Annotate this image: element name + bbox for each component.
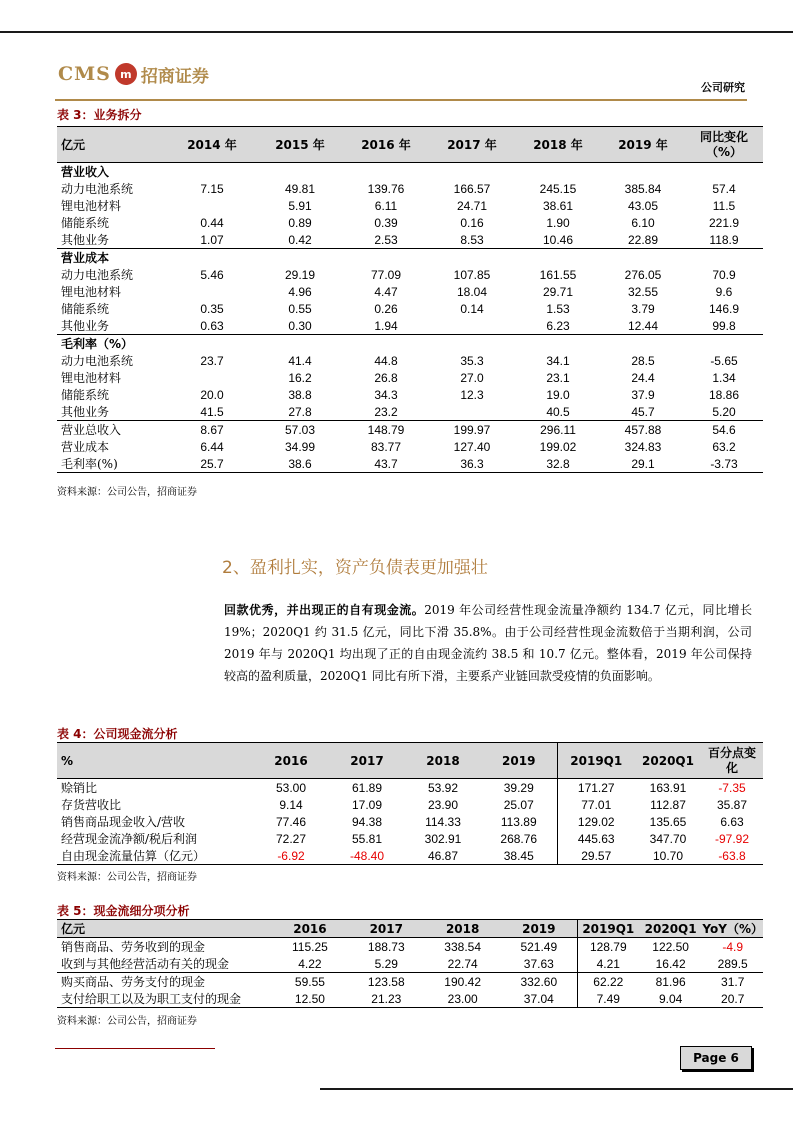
cell: 129.02 [557,813,635,830]
cell: 40.5 [546,404,570,419]
empty-cell [429,249,515,267]
cell: 161.55 [539,267,577,282]
table5-header-2020q1: 2020Q1 [639,920,703,938]
table3-header-2015: 2015 年 [257,127,343,163]
cell: 6.23 [546,318,570,333]
cell: 77.09 [370,267,402,282]
row-label: 经营现金流净额/税后利润 [61,832,198,846]
section-paragraph [224,599,752,687]
cell: 146.9 [708,301,740,316]
empty-cell [343,335,429,353]
table3-total-row [57,421,763,439]
cell: 0.44 [200,215,224,230]
cell: 115.25 [292,939,328,954]
table5-header-row [57,920,763,938]
cell: 34.99 [284,439,316,454]
table4-source: 资料来源：公司公告，招商证券 [57,872,197,883]
table3-header-2014: 2014 年 [167,127,257,163]
cell: 0.26 [374,301,398,316]
cell: 12.44 [627,318,659,333]
cell: 135.65 [649,814,687,829]
cell: 445.63 [557,830,635,847]
cell: 338.54 [444,939,481,954]
cell: 29.71 [542,284,574,299]
table4-row [57,847,763,865]
row-label: 营业收入 [61,165,110,179]
table3-row [57,214,763,231]
cell: 18.04 [456,284,488,299]
table4-header-2016: 2016 [253,743,329,779]
cell: 107.85 [453,267,491,282]
cell: 8.67 [200,422,224,437]
cell: 5.29 [374,956,398,971]
cell: 6.10 [631,215,655,230]
cell: 1.94 [374,318,398,333]
logo-chinese-text: 招商证券 [140,66,209,87]
cell: 24.71 [456,198,488,213]
cell: 4.47 [374,284,398,299]
cell: 6.44 [200,439,224,454]
cell [429,403,515,421]
cell: 8.53 [460,232,484,247]
row-label: 销售商品、劳务收到的现金 [61,940,206,954]
cell: 112.87 [650,797,686,812]
cell: 27.0 [460,370,484,385]
cell: 0.39 [374,215,398,230]
table3-header-yoy-line2: （%） [705,144,743,159]
cell: 296.11 [540,422,576,437]
cell: 7.49 [577,990,639,1008]
cell: 32.8 [546,456,570,471]
cell: 38.45 [503,848,534,863]
table5-header-2018: 2018 [424,920,500,938]
row-label: 锂电池材料 [61,371,122,385]
empty-cell [167,249,257,267]
cell: 347.70 [649,831,687,846]
cell: 19.0 [546,387,570,402]
paragraph-body: 2019 年公司经营性现金流量净额约 134.7 亿元，同比增长 19%；2020Q1 约 31.5 亿元，同比下滑 35.8%。由于公司经营性现金流数倍于当期利润，公司 2019 年与 2020Q1 均出现了正的自由现金流约 38.5 和 10.7 亿元。整体看，2019 年公司保持较高的盈利质量，2020Q1 同比有所下滑，主要系产业链回款受疫情的负面影响。 [224,603,752,683]
cell: 5.46 [200,267,224,282]
cell: -6.92 [277,848,305,863]
cell: 12.3 [460,387,484,402]
cell: 36.3 [460,456,484,471]
table5-row [57,973,763,991]
cell: 4.21 [577,955,639,973]
row-label: 毛利率（%） [61,337,134,351]
empty-cell [601,249,685,267]
cell: 12.50 [294,991,325,1006]
cell: 289.5 [717,956,748,971]
cell: 127.40 [453,439,491,454]
top-rule [0,31,793,33]
cell: 29.1 [631,456,655,471]
cell: 0.42 [288,232,312,247]
row-label: 储能系统 [61,388,110,402]
row-label: 营业成本 [61,251,110,265]
row-label: 收到与其他经营活动有关的现金 [61,957,230,971]
cell: 34.1 [546,353,570,368]
table3-row [57,180,763,197]
cell: 6.11 [374,198,398,213]
cell: 38.8 [288,387,312,402]
table3-row [57,300,763,317]
table5-caption: 表 5：现金流细分项分析 [57,904,190,918]
table5-row [57,955,763,973]
cell: 128.79 [577,938,639,956]
cell: 9.14 [279,797,303,812]
cell: 22.74 [447,956,478,971]
table5-row [57,938,763,956]
row-label: 储能系统 [61,216,110,230]
table4-header-unit: % [57,743,253,779]
row-label: 锂电池材料 [61,199,122,213]
cell: 16.2 [288,370,312,385]
table4-row [57,779,763,797]
table4-header-row [57,743,763,779]
cell: 163.91 [649,780,687,795]
table5-header-2016: 2016 [272,920,348,938]
cell: 23.2 [374,404,398,419]
row-label: 销售商品现金收入/营收 [61,815,186,829]
bottom-rule [320,1088,793,1090]
table3-business-breakdown [57,126,763,473]
cell: 25.07 [503,797,534,812]
cell: 332.60 [520,974,558,989]
row-label: 储能系统 [61,302,110,316]
table4-header-pct-line1: 百分点变 [707,745,756,760]
table3-total-row [57,455,763,473]
cell: 5.91 [288,198,312,213]
cell: 276.05 [624,267,662,282]
table3-row [57,231,763,249]
cell: 6.63 [720,814,744,829]
row-label: 支付给职工以及为职工支付的现金 [61,992,242,1006]
cell: 20.7 [721,991,745,1006]
empty-cell [685,335,763,353]
table4-caption: 表 4：公司现金流分析 [57,727,178,741]
table3-header-row [57,127,763,163]
table3-row [57,266,763,283]
cell: 199.97 [453,422,491,437]
cell: 54.6 [712,422,736,437]
cell: 4.96 [288,284,312,299]
cell: 385.84 [624,181,662,196]
cell: 1.07 [200,232,224,247]
cell: 0.63 [200,318,224,333]
table3-header-yoy [685,127,763,163]
row-label: 自由现金流量估算（亿元） [61,849,206,863]
cell: 57.03 [284,422,316,437]
cell: 43.05 [627,198,659,213]
row-label: 赊销比 [61,781,98,795]
cell: 37.9 [631,387,655,402]
cell: 17.09 [351,797,383,812]
cell: 38.61 [542,198,574,213]
empty-cell [515,249,601,267]
cell: 166.57 [453,181,491,196]
cell: -63.8 [718,848,746,863]
cell: 24.4 [631,370,655,385]
cell: 46.87 [427,848,459,863]
cell: 7.15 [200,181,224,196]
empty-cell [685,249,763,267]
cell: -7.35 [718,780,746,795]
cell: 62.22 [577,973,639,991]
cell: 72.27 [275,831,307,846]
empty-cell [167,335,257,353]
cell: -48.40 [349,848,385,863]
cell: 23.00 [447,991,478,1006]
empty-cell [601,335,685,353]
empty-cell [515,335,601,353]
cell: -3.73 [710,456,738,471]
empty-cell [429,335,515,353]
row-label: 动力电池系统 [61,354,134,368]
table3-section-header [57,249,763,267]
table5-header-unit: 亿元 [57,920,272,938]
table3-header-2016: 2016 年 [343,127,429,163]
table3-row [57,283,763,300]
cell: 221.9 [708,215,740,230]
cell: 0.14 [460,301,484,316]
table3-section-header [57,335,763,353]
table3-header-2017: 2017 年 [429,127,515,163]
cell: 41.4 [288,353,312,368]
table4-row [57,813,763,830]
row-label: 营业总收入 [61,423,122,437]
table5-header-2019: 2019 [501,920,577,938]
cell: 0.55 [288,301,312,316]
cell: 83.77 [370,439,402,454]
cell: 20.0 [200,387,224,402]
cell: 2.53 [374,232,398,247]
cell: 118.9 [709,232,739,247]
empty-cell [257,249,343,267]
cell: 0.89 [288,215,312,230]
row-label: 营业成本 [61,440,110,454]
cell: 23.7 [200,353,224,368]
cell: 0.35 [200,301,224,316]
cell: 122.50 [652,939,689,954]
row-label: 存货营收比 [61,798,122,812]
table4-row [57,830,763,847]
cell: 0.16 [460,215,484,230]
cell: 5.20 [712,404,736,419]
cell: 199.02 [539,439,577,454]
logo-mark-icon: m [115,63,137,85]
table3-row [57,369,763,386]
cell: -5.65 [710,353,738,368]
empty-cell [343,249,429,267]
table4-header-pct-line2: 化 [725,760,738,775]
cell: 28.5 [631,353,655,368]
cell: 49.81 [284,181,316,196]
cell: 81.96 [655,974,686,989]
cell: 55.81 [351,831,383,846]
page-number: Page 6 [680,1046,752,1070]
row-label: 锂电池材料 [61,285,122,299]
cell: 123.58 [367,974,405,989]
cell: 26.8 [374,370,398,385]
table5-header-2017: 2017 [348,920,424,938]
cell: -97.92 [714,831,750,846]
table5-header-2019q1: 2019Q1 [577,920,639,938]
cell: -4.9 [722,939,744,954]
cell: 53.00 [275,780,307,795]
cell [429,317,515,335]
cell: 245.15 [539,181,577,196]
cell: 23.90 [427,797,459,812]
cell: 148.79 [367,422,405,437]
cell: 94.38 [351,814,383,829]
cell: 31.7 [721,974,745,989]
cell: 34.3 [374,387,398,402]
cell: 44.8 [374,353,398,368]
table3-header-unit: 亿元 [57,127,167,163]
cell: 35.3 [460,353,484,368]
cell: 43.7 [374,456,398,471]
table3-row [57,317,763,335]
cell: 23.1 [546,370,570,385]
cell: 22.89 [627,232,659,247]
row-label: 动力电池系统 [61,268,134,282]
report-category: 公司研究 [701,81,745,94]
cell [167,369,257,386]
empty-cell [343,163,429,181]
row-label: 其他业务 [61,319,110,333]
table4-header-2017: 2017 [329,743,405,779]
cell: 0.30 [288,318,312,333]
logo-cms-text: CMS [58,63,111,85]
cell: 63.2 [712,439,736,454]
cell: 457.88 [624,422,662,437]
table3-row [57,352,763,369]
section-title: 2、盈利扎实，资产负债表更加强壮 [222,558,488,578]
table3-header-2018: 2018 年 [515,127,601,163]
cell: 41.5 [200,404,224,419]
table3-row [57,197,763,214]
cell: 9.04 [658,991,683,1006]
cell: 35.87 [716,797,748,812]
cell: 29.57 [557,847,635,865]
cell [167,197,257,214]
table3-source: 资料来源：公司公告，招商证券 [57,487,197,498]
row-label: 其他业务 [61,233,110,247]
cell: 45.7 [631,404,655,419]
cell: 77.46 [275,814,307,829]
cell: 39.29 [503,780,534,795]
table3-row [57,403,763,421]
table5-source: 资料来源：公司公告，招商证券 [57,1016,197,1027]
paragraph-lead: 回款优秀，并出现正的自有现金流。 [224,603,425,617]
cell: 9.6 [715,284,733,299]
empty-cell [515,163,601,181]
cell: 3.79 [631,301,655,316]
cell: 521.49 [520,939,558,954]
cell: 32.55 [627,284,659,299]
table4-row [57,796,763,813]
table3-row [57,386,763,403]
table3-caption: 表 3：业务拆分 [57,108,142,122]
cell: 190.42 [444,974,481,989]
row-label: 其他业务 [61,405,110,419]
empty-cell [685,163,763,181]
cell: 29.19 [284,267,316,282]
cell: 53.92 [427,780,459,795]
table3-header-2019: 2019 年 [601,127,685,163]
cell: 77.01 [557,796,635,813]
table3-section-header [57,163,763,181]
cell: 61.89 [351,780,383,795]
table4-header-2019: 2019 [481,743,557,779]
cell: 1.53 [546,301,570,316]
header-rule [55,99,747,101]
company-logo [58,60,209,88]
cell: 302.91 [424,831,462,846]
table4-header-2019q1: 2019Q1 [557,743,635,779]
table3-header-yoy-line1: 同比变化 [699,129,748,144]
cell: 171.27 [557,779,635,797]
cell: 99.8 [712,318,736,333]
row-label: 购买商品、劳务支付的现金 [61,975,206,989]
cell: 21.23 [371,991,402,1006]
cell: 59.55 [294,974,325,989]
table4-header-2018: 2018 [405,743,481,779]
cell: 139.76 [367,181,405,196]
cell [167,283,257,300]
cell: 114.33 [425,814,461,829]
table3-total-row [57,438,763,455]
cell: 1.90 [546,215,570,230]
cell: 37.04 [523,991,554,1006]
empty-cell [257,163,343,181]
empty-cell [429,163,515,181]
cell: 10.46 [542,232,574,247]
cell: 4.22 [298,956,322,971]
cell: 70.9 [712,267,736,282]
cell: 18.86 [708,387,740,402]
row-label: 毛利率(%) [61,457,118,471]
empty-cell [601,163,685,181]
cell: 38.6 [288,456,312,471]
empty-cell [167,163,257,181]
table4-cashflow-analysis [57,742,763,865]
cell: 113.89 [500,814,537,829]
table4-header-2020q1: 2020Q1 [635,743,701,779]
cell: 10.70 [652,848,684,863]
cell: 188.73 [367,939,405,954]
table5-header-yoy: YoY（%） [702,920,763,938]
cell: 57.4 [712,181,736,196]
cell: 324.83 [624,439,662,454]
cell: 25.7 [200,456,224,471]
table5-row [57,990,763,1008]
cell: 16.42 [655,956,686,971]
footnote-rule [55,1048,215,1049]
table4-header-pct-change [701,743,763,779]
cell: 1.34 [712,370,736,385]
empty-cell [257,335,343,353]
cell: 37.63 [523,956,554,971]
cell: 268.76 [500,831,538,846]
cell: 11.5 [712,198,736,213]
row-label: 动力电池系统 [61,182,134,196]
cell: 27.8 [288,404,312,419]
table5-cashflow-items [57,919,763,1008]
